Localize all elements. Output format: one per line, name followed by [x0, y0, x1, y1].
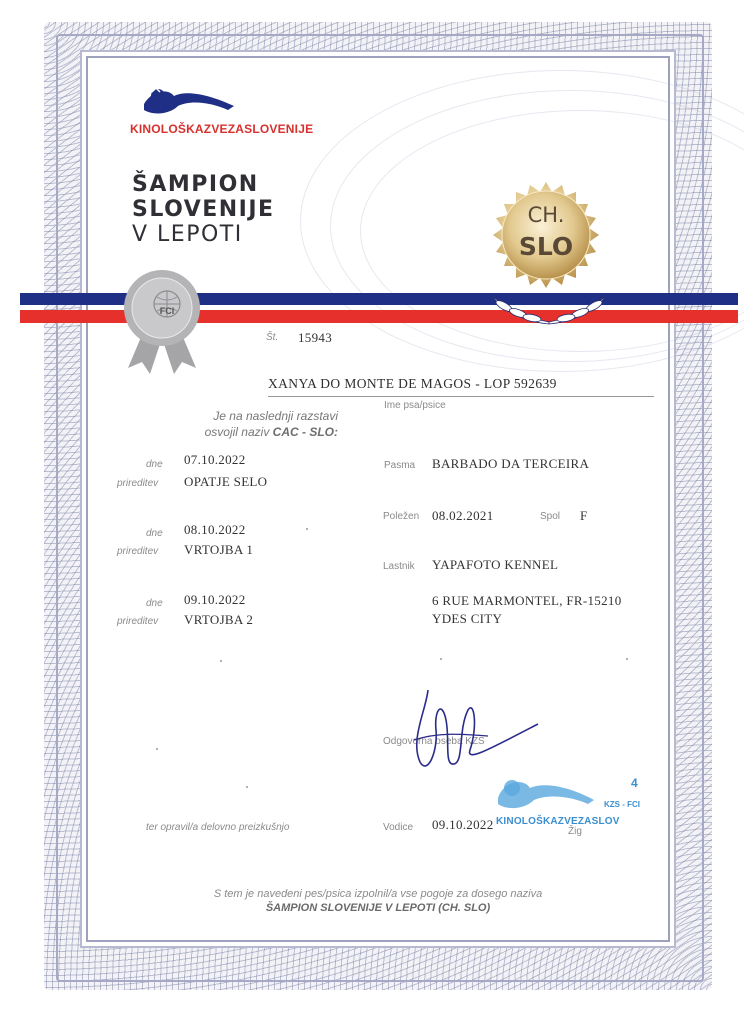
laurel-icon	[474, 282, 624, 326]
dog-name: XANYA DO MONTE DE MAGOS - LOP 592639	[268, 376, 557, 391]
seal-text-ch: CH.	[527, 203, 565, 227]
footer-line-1: S tem je navedeni pes/psica izpolnil/a vse pogoje za dosego naziva	[213, 888, 543, 900]
breed-value: BARBADO DA TERCEIRA	[432, 456, 590, 471]
show-date: 08.10.2022	[184, 522, 246, 537]
intro-text	[130, 408, 338, 440]
show-event: VRTOJBA 2	[184, 612, 254, 627]
born-value: 08.02.2021	[432, 508, 494, 523]
show-event: OPATJE SELO	[184, 474, 268, 489]
show-date: 07.10.2022	[184, 452, 246, 467]
responsible-label: Odgovorna oseba KZS	[383, 736, 485, 747]
org-name: KINOLOŠKAZVEZASLOVENIJE	[130, 122, 314, 136]
kzs-stamp-icon	[484, 770, 644, 820]
speck	[156, 748, 158, 750]
stamp-org: KINOLOŠKAZVEZASLOV	[496, 816, 620, 827]
owner-value: YAPAFOTO KENNEL	[432, 557, 559, 572]
speck	[626, 658, 628, 660]
show-date: 09.10.2022	[184, 592, 246, 607]
owner-address-line-1: 6 RUE MARMONTEL, FR-15210	[432, 593, 622, 608]
intro-line-1: Je na naslednji razstavi	[213, 409, 338, 423]
place-label: Vodice	[383, 822, 414, 833]
show-date-label: dne	[146, 598, 163, 609]
place-date: 09.10.2022	[432, 817, 494, 832]
fci-rosette-icon	[112, 268, 212, 376]
title-line-3: V LEPOTI	[132, 222, 243, 247]
show-event-label: prireditev	[117, 478, 159, 489]
speck	[440, 658, 442, 660]
footer-text	[88, 887, 668, 915]
stamp-number: 4	[631, 776, 638, 790]
footer-line-2: ŠAMPION SLOVENIJE V LEPOTI (CH. SLO)	[265, 902, 491, 914]
certificate-number: 15943	[298, 330, 332, 345]
speck	[306, 528, 308, 530]
signature-icon	[398, 680, 548, 780]
page-title	[132, 172, 275, 247]
sex-label: Spol	[540, 511, 561, 522]
born-label: Poležen	[383, 511, 420, 522]
show-event: VRTOJBA 1	[184, 542, 254, 557]
show-date-label: dne	[146, 459, 163, 470]
show-event-label: prireditev	[117, 546, 159, 557]
name-underline	[268, 396, 654, 397]
number-label: Št.	[266, 332, 279, 343]
seal-label: Žig	[568, 826, 582, 837]
show-date-label: dne	[146, 528, 163, 539]
speck	[246, 786, 248, 788]
dog-name-label: Ime psa/psice	[384, 400, 446, 411]
speck	[220, 660, 222, 662]
fci-label: FCI	[159, 306, 175, 316]
show-event-label: prireditev	[117, 616, 159, 627]
seal-text-slo: SLO	[518, 232, 574, 261]
stamp-code: KZS - FCI	[604, 800, 640, 809]
owner-address-line-2: YDES CITY	[432, 611, 503, 626]
owner-label: Lastnik	[383, 561, 415, 572]
work-test-label: ter opravil/a delovno preizkušnjo	[146, 822, 290, 833]
breed-label: Pasma	[384, 460, 416, 471]
title-line-2: SLOVENIJE	[132, 197, 275, 222]
title-line-1: ŠAMPION	[132, 172, 259, 197]
kzs-logo-icon	[138, 84, 238, 120]
intro-line-2: osvojil naziv	[204, 425, 270, 439]
intro-title: CAC - SLO:	[272, 425, 338, 439]
sex-value: F	[580, 508, 588, 523]
